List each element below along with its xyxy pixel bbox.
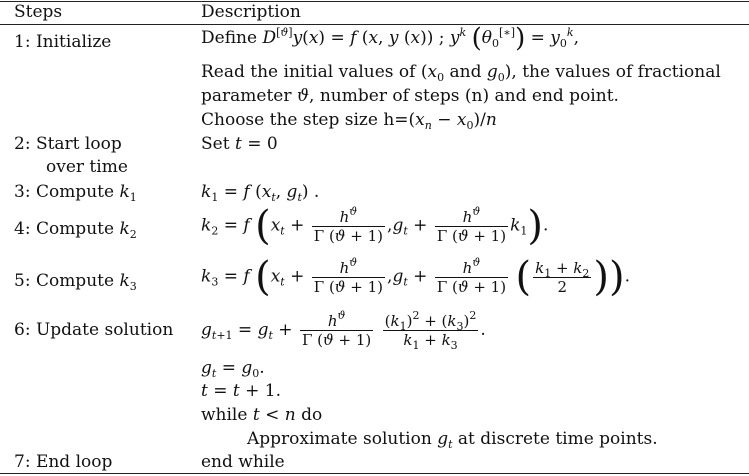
step-1-read-line: Read the initial values of ($x_0$ and $g_0$), the values of fractional [201, 62, 721, 84]
header-description: Description [201, 2, 301, 22]
step-7-label: 7: End loop [14, 452, 113, 472]
step-2-label: 2: Start loop [14, 134, 122, 154]
step-1-formula: Define D[ϑ]y(x) = f (x, y (x)) ; $y^k$ $(\theta_0[∗]) = y_0^k$, [201, 23, 579, 54]
define-word: Define [201, 28, 258, 48]
step-5-desc: $k_3 = f$ ($x_t$ + $\frac{h^ϑ}{\Gamma (ϑ + 1)}$ $,g_t$ + $\frac{h^ϑ}{\Gamma (ϑ + 1)}$ ( $\frac{k_1 + k_2}{2}$ )). [201, 254, 631, 300]
step-4-desc: $k_2 = f$ ($x_t$ + $\frac{h^ϑ}{\Gamma (ϑ + 1)}$ $,g_t$ + $\frac{h^ϑ}{\Gamma (ϑ + 1)}$ $k_1$). [201, 203, 549, 249]
step-2-desc: Set t = 0 [201, 134, 278, 154]
step-1-param-line: parameter ϑ, number of steps (n) and end point. [201, 86, 619, 106]
step-6-line4: while t < n do [201, 405, 323, 425]
step-6-label: 6: Update solution [14, 320, 174, 340]
step-7-desc: end while [201, 452, 285, 472]
header-steps: Steps [14, 2, 63, 22]
step-6-line5: Approximate solution $g_t$ at discrete time points. [247, 429, 658, 451]
step-6-line2: $g_t = g_0$. [201, 358, 265, 380]
step-3-desc: $k_1 = f$ ($x_t$, $g_t$) . [201, 182, 320, 204]
step-6-desc: $g_{t+1} = g_t$ + $\frac{h^ϑ}{\Gamma (ϑ + 1)}$ $\frac{(k_1)^2 + (k_3)^2}{k_1 + k_3}$ . [201, 309, 486, 352]
step-4-label: 4: Compute $k_2$ [14, 219, 137, 241]
bottom-rule [0, 473, 749, 474]
step-3-label: 3: Compute $k_1$ [14, 182, 137, 204]
step-1-choose-line: Choose the step size $h=(x_n - x_0)/n$ [201, 110, 497, 132]
top-rule [0, 1, 749, 2]
step-2-label-cont: over time [46, 157, 128, 177]
header-rule [0, 24, 749, 25]
step-5-label: 5: Compute $k_3$ [14, 271, 137, 293]
step-6-line3: t = t + 1. [201, 381, 282, 401]
step-1-label: 1: Initialize [14, 32, 112, 52]
